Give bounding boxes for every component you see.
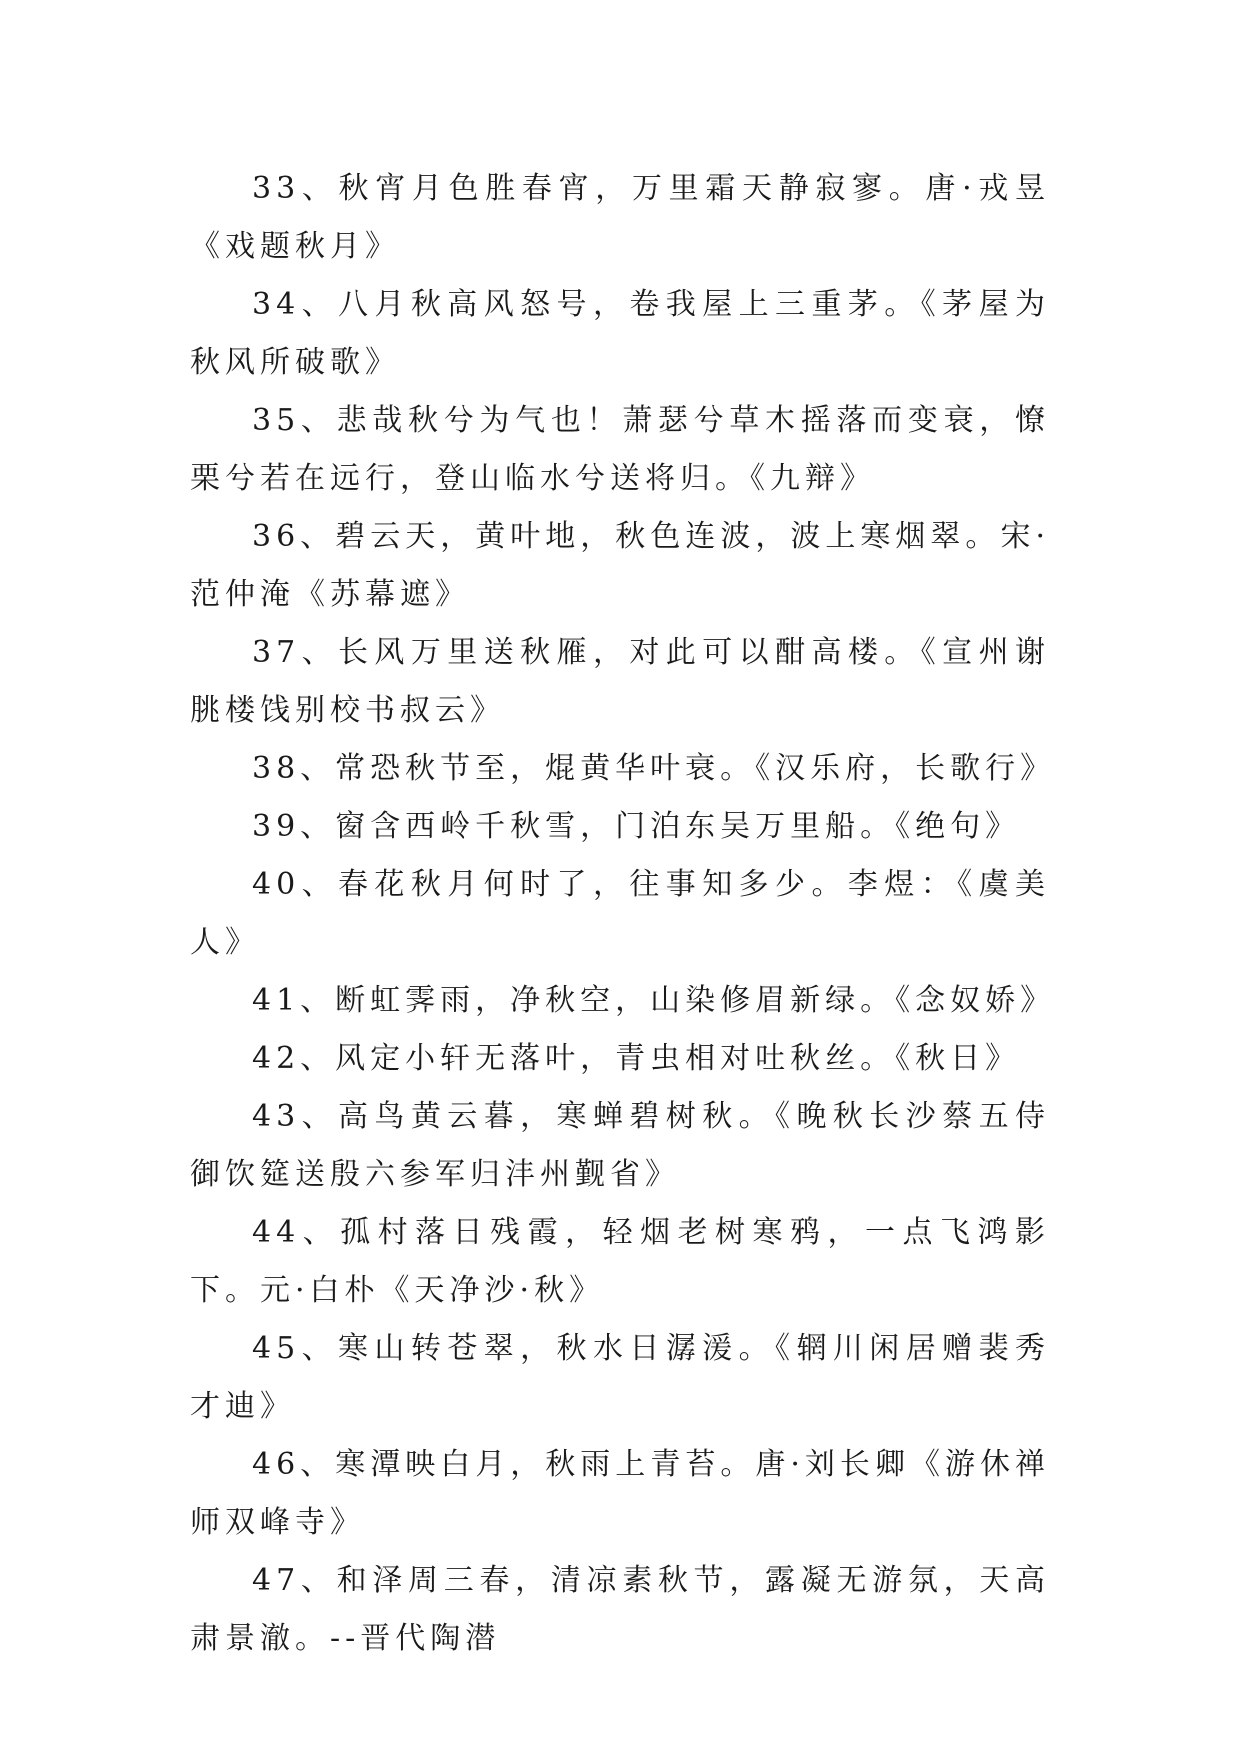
quote-paragraph-36: 36、碧云天，黄叶地，秋色连波，波上寒烟翠。宋·范仲淹《苏幕遮》 [190,519,1050,612]
quote-paragraph-34: 34、八月秋高风怒号，卷我屋上三重茅。《茅屋为秋风所破歌》 [190,287,1050,380]
quote-paragraph-41: 41、断虹霁雨，净秋空，山染修眉新绿。《念奴娇》 [252,983,1056,1018]
quote-paragraph-44: 44、孤村落日残霞，轻烟老树寒鸦，一点飞鸿影下。元·白朴《天净沙·秋》 [190,1215,1050,1308]
quote-paragraph-42: 42、风定小轩无落叶，青虫相对吐秋丝。《秋日》 [252,1041,1021,1076]
quote-paragraph-37: 37、长风万里送秋雁，对此可以酣高楼。《宣州谢朓楼饯别校书叔云》 [190,635,1050,728]
quote-paragraph-35: 35、悲哉秋兮为气也！萧瑟兮草木摇落而变衰，憭栗兮若在远行，登山临水兮送将归。《九辩》 [190,403,1050,496]
quote-paragraph-38: 38、常恐秋节至，焜黄华叶衰。《汉乐府，长歌行》 [252,751,1056,786]
quote-paragraph-45: 45、寒山转苍翠，秋水日潺湲。《辋川闲居赠裴秀才迪》 [190,1331,1050,1424]
quote-paragraph-43: 43、高鸟黄云暮，寒蝉碧树秋。《晚秋长沙蔡五侍御饮筵送殷六参军归沣州觐省》 [190,1099,1050,1192]
quote-paragraph-47: 47、和泽周三春，清凉素秋节，露凝无游氛，天高肃景澈。--晋代陶潜 [190,1563,1050,1656]
document-body [190,160,1056,1668]
quote-paragraph-40: 40、春花秋月何时了，往事知多少。李煜：《虞美人》 [190,867,1050,960]
quote-paragraph-39: 39、窗含西岭千秋雪，门泊东吴万里船。《绝句》 [252,809,1021,844]
quote-paragraph-33: 33、秋宵月色胜春宵，万里霜天静寂寥。唐·戎昱《戏题秋月》 [190,171,1050,264]
quote-paragraph-46: 46、寒潭映白月，秋雨上青苔。唐·刘长卿《游休禅师双峰寺》 [190,1447,1050,1540]
